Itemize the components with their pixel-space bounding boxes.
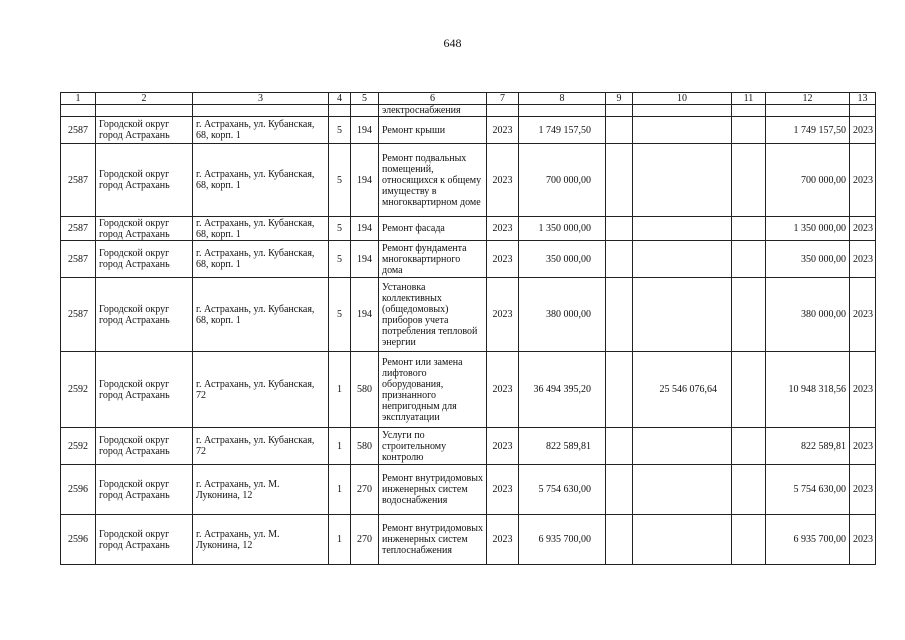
cell-col-8: 1 350 000,00: [519, 217, 606, 241]
cell-col-1: 2592: [61, 428, 96, 465]
column-header: 13: [850, 93, 876, 105]
cell-col-5: 580: [351, 352, 379, 428]
cell-col-11: [732, 465, 766, 515]
cell-col-2: Городской округ город Астрахань: [96, 352, 193, 428]
cell-col-9: [606, 465, 633, 515]
cell-col-3: г. Астрахань, ул. М. Луконина, 12: [193, 465, 329, 515]
column-header: 5: [351, 93, 379, 105]
cell-col-1: 2587: [61, 144, 96, 217]
cell-col-11: [732, 278, 766, 352]
cell-col-6: Ремонт крыши: [379, 117, 487, 144]
cell-col-7: 2023: [487, 117, 519, 144]
cell-col-3: г. Астрахань, ул. Кубанская, 68, корп. 1: [193, 117, 329, 144]
cell-col-6: Ремонт подвальных помещений, относящихся к общему имуществу в многоквартирном доме: [379, 144, 487, 217]
cell-col-6: Ремонт фундамента многоквартирного дома: [379, 241, 487, 278]
cell-col-10: [633, 217, 732, 241]
cell-col-10: [633, 144, 732, 217]
column-header: 1: [61, 93, 96, 105]
cell-col-2: Городской округ город Астрахань: [96, 465, 193, 515]
cell-col-7: 2023: [487, 465, 519, 515]
cell-col-10: [633, 428, 732, 465]
cell-col-8: 380 000,00: [519, 278, 606, 352]
cell-col-3: г. Астрахань, ул. Кубанская, 68, корп. 1: [193, 144, 329, 217]
cell-col-12: 6 935 700,00: [766, 515, 850, 565]
cell-col-10: [633, 241, 732, 278]
cell-col-11: [732, 515, 766, 565]
column-header: 7: [487, 93, 519, 105]
cell-col-12: 5 754 630,00: [766, 465, 850, 515]
table-row: [61, 241, 876, 278]
cell-col-12: 350 000,00: [766, 241, 850, 278]
cell-col-5: 270: [351, 515, 379, 565]
cell-col-1: 2596: [61, 465, 96, 515]
cell-col-9: [606, 217, 633, 241]
cell-col-9: [606, 515, 633, 565]
cell-col-10: [633, 465, 732, 515]
cell-col-5: 194: [351, 241, 379, 278]
cell-col-12: 10 948 318,56: [766, 352, 850, 428]
cell-col-12: 380 000,00: [766, 278, 850, 352]
cell-col-2: Городской округ город Астрахань: [96, 278, 193, 352]
cell-col-12: 1 749 157,50: [766, 117, 850, 144]
cell-col-10: [633, 278, 732, 352]
cell-col-5: 580: [351, 428, 379, 465]
cell-col-4: 5: [329, 278, 351, 352]
cell-col-11: [732, 352, 766, 428]
cell-col-7: 2023: [487, 515, 519, 565]
cell-col-13: 2023: [850, 117, 876, 144]
cell-col-8: 6 935 700,00: [519, 515, 606, 565]
cell-col-13: 2023: [850, 428, 876, 465]
cell-col-4: 5: [329, 241, 351, 278]
cell-col-8: 700 000,00: [519, 144, 606, 217]
cell-col-3: г. Астрахань, ул. Кубанская, 68, корп. 1: [193, 278, 329, 352]
cell-col-2: Городской округ город Астрахань: [96, 241, 193, 278]
column-header: 10: [633, 93, 732, 105]
cell-col-7: 2023: [487, 241, 519, 278]
cell-col-3: г. Астрахань, ул. Кубанская, 72: [193, 352, 329, 428]
registry-table: [60, 92, 876, 565]
cell-col-12: 1 350 000,00: [766, 217, 850, 241]
column-header: 9: [606, 93, 633, 105]
cell-col-6: Ремонт внутридомовых инженерных систем теплоснабжения: [379, 515, 487, 565]
cell-col-9: [606, 144, 633, 217]
cell-col-6: Услуги по строительному контролю: [379, 428, 487, 465]
cell-col-13: 2023: [850, 278, 876, 352]
cell-col-10: 25 546 076,64: [633, 352, 732, 428]
table-row: [61, 515, 876, 565]
table-row: [61, 428, 876, 465]
continuation-text: электроснабжения: [379, 105, 487, 117]
cell-col-8: 350 000,00: [519, 241, 606, 278]
cell-col-11: [732, 241, 766, 278]
column-header: 3: [193, 93, 329, 105]
cell-col-9: [606, 428, 633, 465]
cell-col-1: 2587: [61, 217, 96, 241]
cell-col-2: Городской округ город Астрахань: [96, 217, 193, 241]
cell-col-8: 5 754 630,00: [519, 465, 606, 515]
cell-col-2: Городской округ город Астрахань: [96, 144, 193, 217]
cell-col-5: 194: [351, 217, 379, 241]
cell-col-4: 1: [329, 515, 351, 565]
column-header: 6: [379, 93, 487, 105]
cell-col-7: 2023: [487, 144, 519, 217]
cell-col-8: 36 494 395,20: [519, 352, 606, 428]
cell-col-4: 1: [329, 465, 351, 515]
cell-col-13: 2023: [850, 241, 876, 278]
cell-col-9: [606, 117, 633, 144]
cell-col-13: 2023: [850, 465, 876, 515]
column-header: 11: [732, 93, 766, 105]
cell-col-9: [606, 241, 633, 278]
cell-col-3: г. Астрахань, ул. Кубанская, 72: [193, 428, 329, 465]
table-row: [61, 465, 876, 515]
cell-col-3: г. Астрахань, ул. Кубанская, 68, корп. 1: [193, 217, 329, 241]
cell-col-8: 1 749 157,50: [519, 117, 606, 144]
cell-col-10: [633, 117, 732, 144]
table-row: [61, 117, 876, 144]
cell-col-2: Городской округ город Астрахань: [96, 428, 193, 465]
cell-col-5: 194: [351, 278, 379, 352]
cell-col-1: 2587: [61, 117, 96, 144]
cell-col-13: 2023: [850, 515, 876, 565]
cell-col-4: 5: [329, 144, 351, 217]
cell-col-4: 5: [329, 117, 351, 144]
cell-col-5: 270: [351, 465, 379, 515]
cell-col-7: 2023: [487, 428, 519, 465]
cell-col-6: Ремонт внутридомовых инженерных систем водоснабжения: [379, 465, 487, 515]
cell-col-10: [633, 515, 732, 565]
table-row: [61, 217, 876, 241]
column-header: 4: [329, 93, 351, 105]
column-header: 2: [96, 93, 193, 105]
cell-col-5: 194: [351, 117, 379, 144]
cell-col-9: [606, 278, 633, 352]
cell-col-13: 2023: [850, 352, 876, 428]
cell-col-11: [732, 144, 766, 217]
cell-col-3: г. Астрахань, ул. Кубанская, 68, корп. 1: [193, 241, 329, 278]
cell-col-1: 2587: [61, 241, 96, 278]
cell-col-7: 2023: [487, 352, 519, 428]
cell-col-9: [606, 352, 633, 428]
cell-col-2: Городской округ город Астрахань: [96, 117, 193, 144]
cell-col-4: 1: [329, 428, 351, 465]
continuation-row: [61, 105, 876, 117]
table-row: [61, 352, 876, 428]
cell-col-7: 2023: [487, 278, 519, 352]
column-header: 8: [519, 93, 606, 105]
cell-col-6: Ремонт или замена лифтового оборудования, признанного непригодным для эксплуатации: [379, 352, 487, 428]
cell-col-1: 2587: [61, 278, 96, 352]
cell-col-1: 2596: [61, 515, 96, 565]
cell-col-3: г. Астрахань, ул. М. Луконина, 12: [193, 515, 329, 565]
cell-col-7: 2023: [487, 217, 519, 241]
header-row: [61, 93, 876, 105]
cell-col-1: 2592: [61, 352, 96, 428]
cell-col-13: 2023: [850, 217, 876, 241]
cell-col-4: 1: [329, 352, 351, 428]
table-body: [61, 93, 876, 565]
cell-col-13: 2023: [850, 144, 876, 217]
cell-col-11: [732, 428, 766, 465]
cell-col-12: 822 589,81: [766, 428, 850, 465]
cell-col-12: 700 000,00: [766, 144, 850, 217]
table-row: [61, 144, 876, 217]
column-header: 12: [766, 93, 850, 105]
cell-col-4: 5: [329, 217, 351, 241]
cell-col-11: [732, 217, 766, 241]
cell-col-2: Городской округ город Астрахань: [96, 515, 193, 565]
table-row: [61, 278, 876, 352]
page-number: 648: [443, 36, 462, 50]
cell-col-6: Ремонт фасада: [379, 217, 487, 241]
cell-col-5: 194: [351, 144, 379, 217]
cell-col-11: [732, 117, 766, 144]
cell-col-6: Установка коллективных (общедомовых) приборов учета потребления тепловой энергии: [379, 278, 487, 352]
cell-col-8: 822 589,81: [519, 428, 606, 465]
